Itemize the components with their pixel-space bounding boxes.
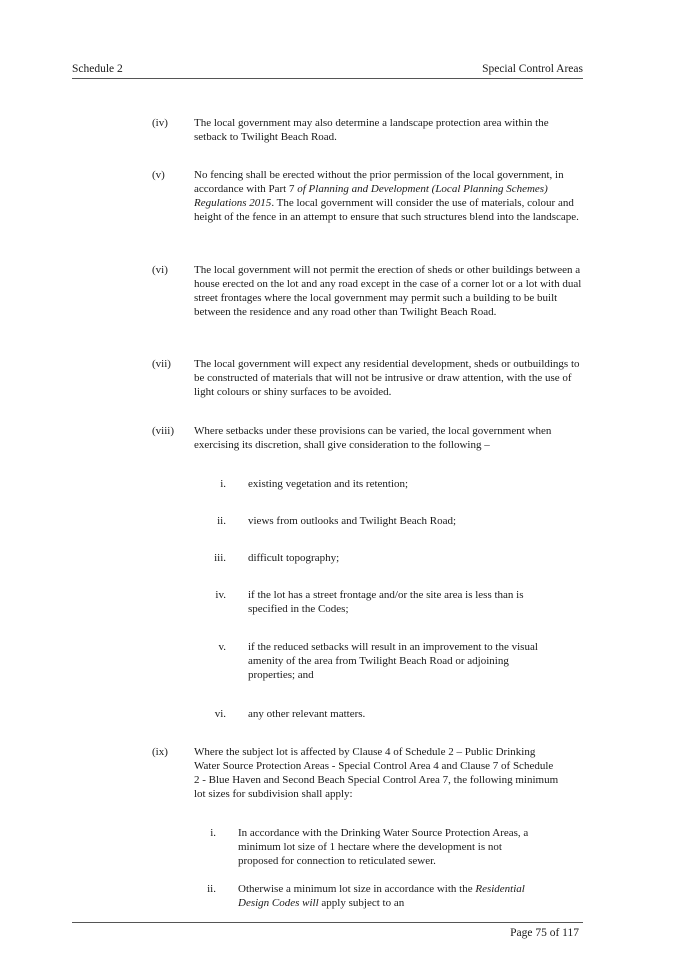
provision-text-part: . The local government will consider the use of materials, colour and height of the fence in an attempt to ensure that such structures blend into the landscape. [194,197,579,223]
header-section-title: Special Control Areas [482,63,583,75]
clause-text [238,882,538,910]
provision-number: (vi) [152,264,168,276]
consideration-text: views from outlooks and Twilight Beach Road; [248,515,457,527]
consideration-text: if the reduced setbacks will result in an improvement to the visual amenity of the area from Twilight Beach Road or adjoining properties; and [248,641,538,681]
clause-text-part: Otherwise a minimum lot size in accordance with the [238,883,476,895]
provision-text: The local government will not permit the erection of sheds or other buildings between a house erected on the lot and any road except in the case of a corner lot or a lot with dual street frontages where the local government may permit such a building to be built between the residence and any road other than Twilight Beach Road. [194,264,582,318]
consideration-text: any other relevant matters. [248,708,366,720]
header-schedule: Schedule 2 [72,63,123,75]
consideration-text: existing vegetation and its retention; [248,478,409,490]
footer-divider [72,922,583,923]
provision-text [194,168,584,224]
consideration-text: if the lot has a street frontage and/or the site area is less than is specified in the Codes; [248,589,524,615]
regulation-title: of Planning and Development (Local Planning Schemes) Regulations 2015 [194,183,548,209]
provision-number: (ix) [152,746,168,758]
provision-number: (v) [152,169,165,181]
header-divider [72,78,583,79]
clause-number: ii. [207,883,216,895]
consideration-number: v. [218,641,226,653]
provision-number: (vii) [152,358,171,370]
provision-text: The local government may also determine a landscape protection area within the setback to Twilight Beach Road. [194,117,549,143]
provision-number: (iv) [152,117,168,129]
consideration-text: difficult topography; [248,552,340,564]
provision-text-part: No fencing shall be erected without the prior permission of the local government, in accordance with Part 7 [194,169,564,195]
clause-text: In accordance with the Drinking Water Source Protection Areas, a minimum lot size of 1 hectare where the development is not proposed for connection to reticulated sewer. [238,827,529,867]
codes-title: Residential Design Codes will [238,883,525,909]
consideration-number: iii. [214,552,226,564]
provision-text: Where setbacks under these provisions can be varied, the local government when exercising its discretion, shall give consideration to the following – [194,425,552,451]
consideration-number: ii. [217,515,226,527]
consideration-number: i. [220,478,226,490]
provision-text: Where the subject lot is affected by Clause 4 of Schedule 2 – Public Drinking Water Source Protection Areas - Special Control Area 4 and Clause 7 of Schedule 2 - Blue Haven and Second Beach Special Control Area 7, the following minimum lot sizes for subdivision shall apply: [194,746,559,800]
clause-text-part: apply subject to an [318,897,405,909]
page-number: Page 75 of 117 [510,927,579,939]
clause-number: i. [210,827,216,839]
provision-number: (viii) [152,425,174,437]
consideration-number: vi. [214,708,226,720]
provision-text: The local government will expect any residential development, sheds or outbuildings to be constructed of materials that will not be intrusive or draw attention, with the use of light colours or shiny surfaces to be avoided. [194,358,580,398]
consideration-number: iv. [215,589,226,601]
